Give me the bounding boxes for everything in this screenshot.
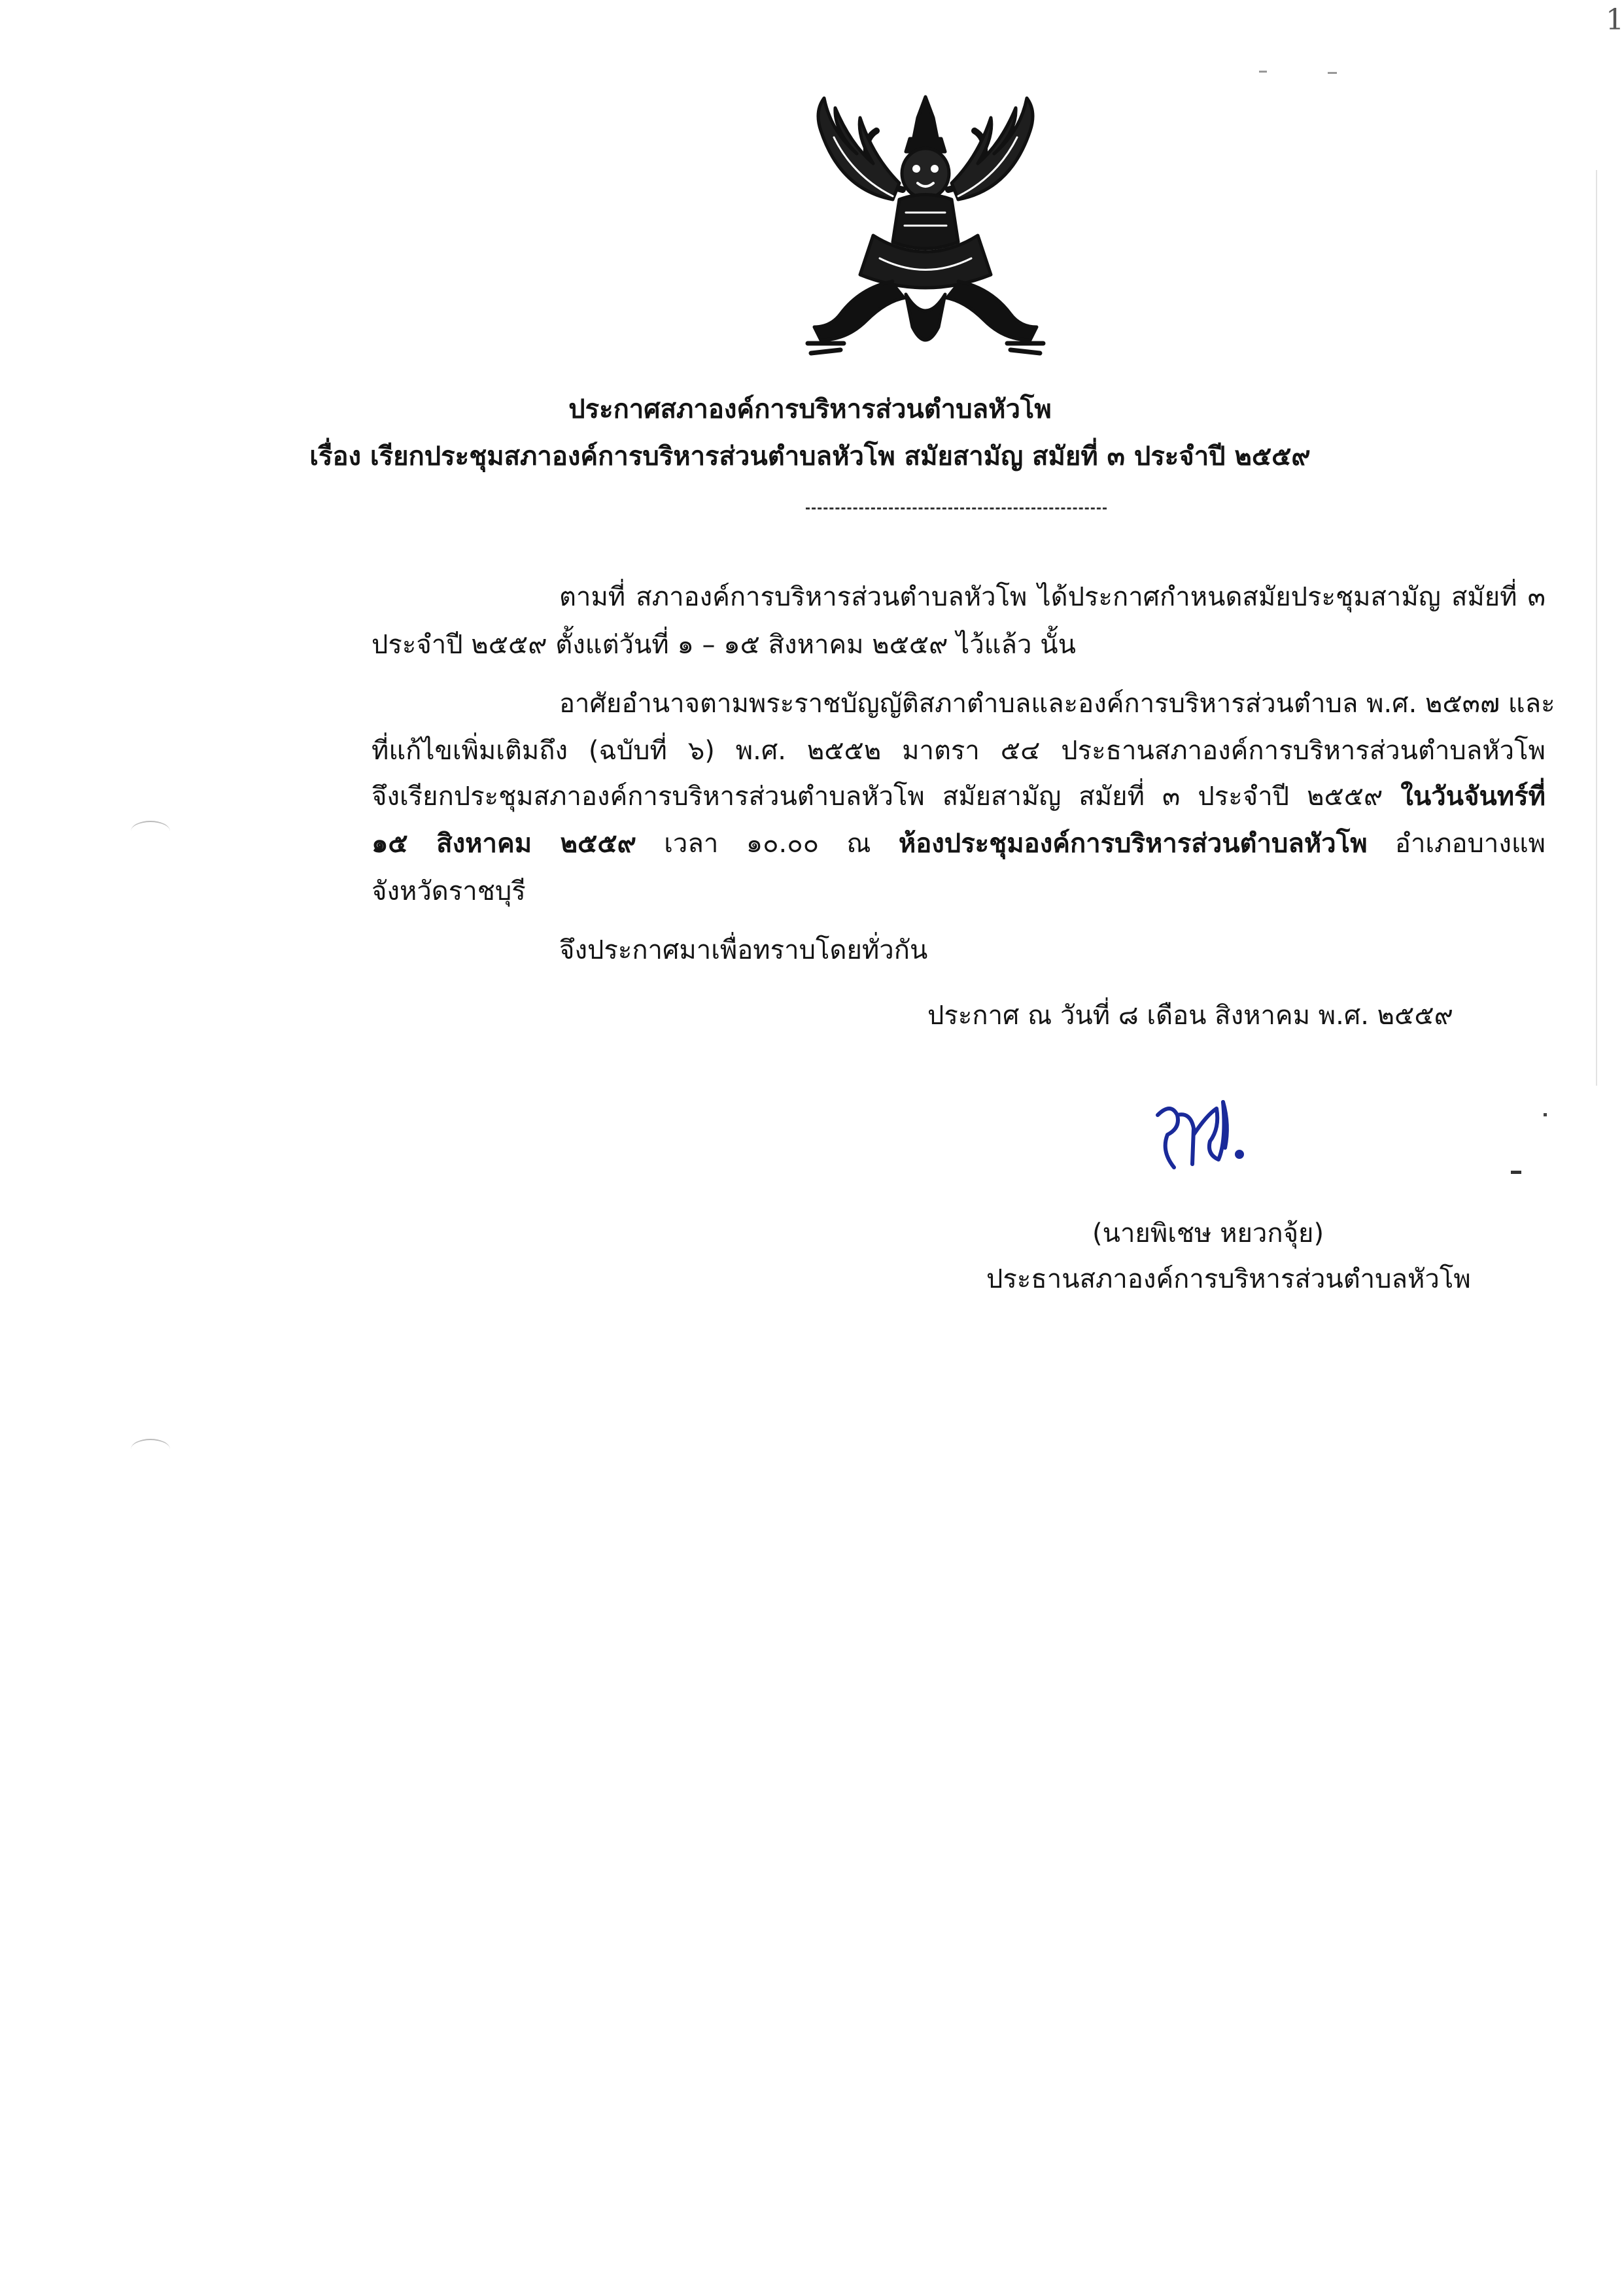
meeting-call-text: จึงเรียกประชุมสภาองค์การบริหารส่วนตำบลหัวโพ สมัยสามัญ สมัยที่ ๓ ประจำปี ๒๕๕๙	[371, 782, 1401, 812]
scan-artifact	[131, 1439, 170, 1460]
announcement-date: ประกาศ ณ วันที่ ๘ เดือน สิงหาคม พ.ศ. ๒๕๕๙	[927, 1001, 1453, 1031]
paragraph-2-line-1: อาศัยอำนาจตามพระราชบัญญัติสภาตำบลและองค์การบริหารส่วนตำบล พ.ศ. ๒๕๓๗ และ	[559, 689, 1555, 719]
garuda-emblem-icon	[795, 92, 1056, 360]
meeting-day-text: ในวันจันทร์ที่	[1400, 782, 1546, 812]
paragraph-2-line-5: จังหวัดราชบุรี	[371, 876, 526, 906]
closing-statement: จึงประกาศมาเพื่อทราบโดยทั่วกัน	[559, 935, 928, 965]
meeting-date-text: ๑๕ สิงหาคม ๒๕๕๙	[371, 829, 636, 859]
meeting-time-text: เวลา ๑๐.๐๐ ณ	[636, 829, 899, 859]
announcement-title: ประกาศสภาองค์การบริหารส่วนตำบลหัวโพ	[568, 394, 1052, 424]
meeting-room-text: ห้องประชุมองค์การบริหารส่วนตำบลหัวโพ	[898, 829, 1368, 859]
scan-artifact	[1511, 1171, 1521, 1174]
paragraph-1-line-1: ตามที่ สภาองค์การบริหารส่วนตำบลหัวโพ ได้ประกาศกำหนดสมัยประชุมสามัญ สมัยที่ ๓	[559, 582, 1546, 612]
scan-artifact	[1259, 71, 1267, 73]
scan-artifact	[1544, 1113, 1547, 1116]
meeting-district-text: อำเภอบางแพ	[1367, 829, 1546, 859]
scan-artifact	[1596, 170, 1597, 1086]
page-number-mark: 1	[1606, 3, 1624, 37]
handwritten-signature	[1141, 1089, 1259, 1180]
paragraph-2-line-4	[371, 825, 1546, 862]
paragraph-2-line-2: ที่แก้ไขเพิ่มเติมถึง (ฉบับที่ ๖) พ.ศ. ๒๕๕๒ มาตรา ๕๔ ประธานสภาองค์การบริหารส่วนตำบลหัวโพ	[371, 736, 1546, 766]
paragraph-2-line-3	[371, 778, 1546, 815]
scan-artifact	[1328, 72, 1337, 74]
signer-name: (นายพิเชษ หยวกจุ้ย)	[1092, 1218, 1324, 1248]
signer-position: ประธานสภาองค์การบริหารส่วนตำบลหัวโพ	[986, 1264, 1471, 1294]
announcement-subject: เรื่อง เรียกประชุมสภาองค์การบริหารส่วนตำบลหัวโพ สมัยสามัญ สมัยที่ ๓ ประจำปี ๒๕๕๙	[309, 441, 1311, 472]
paragraph-1-line-2: ประจำปี ๒๕๕๙ ตั้งแต่วันที่ ๑ – ๑๕ สิงหาคม ๒๕๕๙ ไว้แล้ว นั้น	[371, 630, 1076, 660]
scan-artifact	[131, 821, 170, 842]
separator-line	[806, 508, 1107, 509]
